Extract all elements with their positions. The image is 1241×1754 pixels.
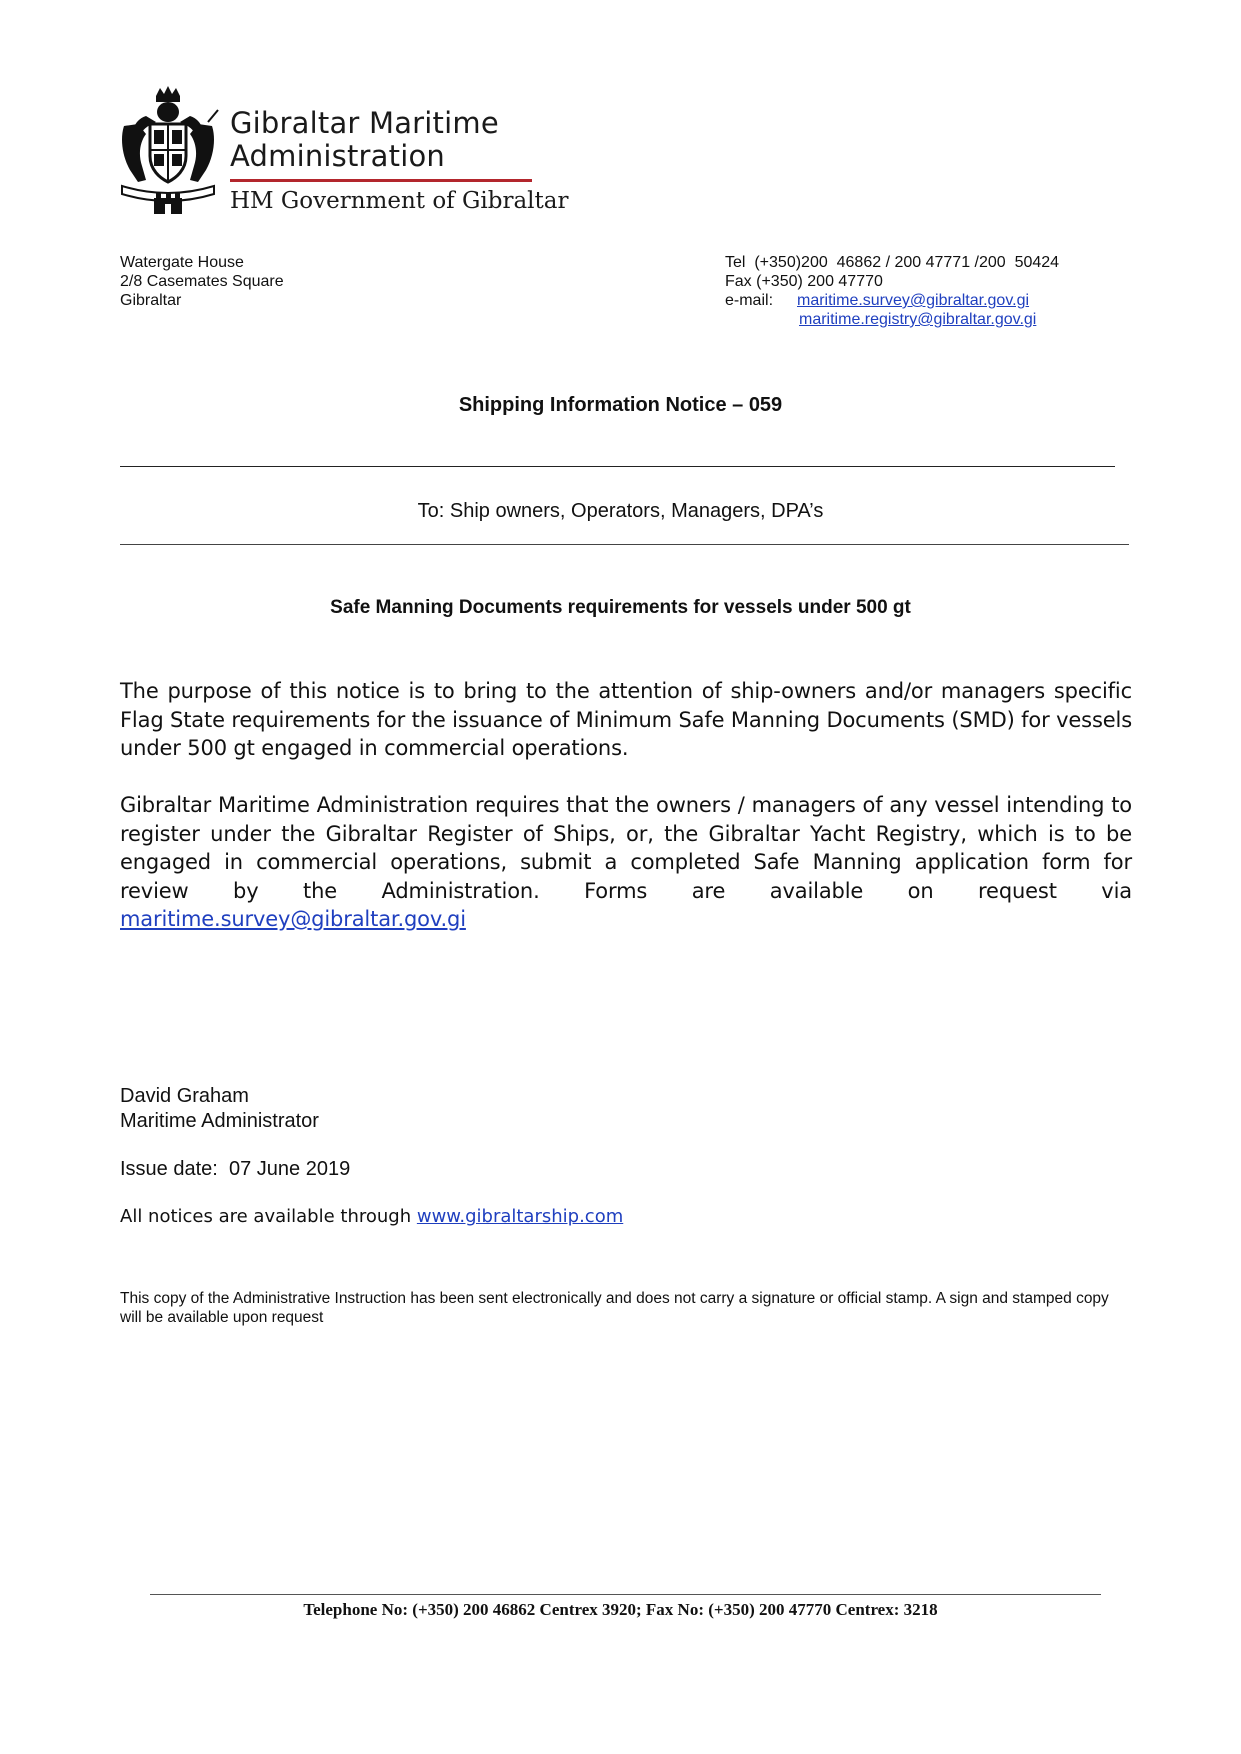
notice-title: Shipping Information Notice – 059	[458, 394, 783, 416]
fax-row	[725, 272, 1059, 291]
org-subtitle: HM Government of Gibraltar	[230, 188, 569, 214]
fax-value: (+350) 200 47770	[756, 273, 883, 290]
contact-details	[725, 253, 1059, 329]
divider-line	[120, 544, 1129, 545]
recipients-line: To: Ship owners, Operators, Managers, DPA’s	[417, 500, 824, 522]
email-row	[725, 291, 1059, 310]
body-paragraph-2	[120, 791, 1132, 934]
email-row-2	[725, 310, 1059, 329]
address-line-3: Gibraltar	[120, 292, 182, 309]
notices-availability	[120, 1206, 623, 1227]
email-registry-link[interactable]: maritime.registry@gibraltar.gov.gi	[799, 311, 1037, 328]
notices-text: All notices are available through	[120, 1206, 412, 1227]
tel-label: Tel	[725, 254, 746, 271]
website-link[interactable]: www.gibraltarship.com	[416, 1206, 624, 1227]
header-divider	[230, 179, 532, 182]
email-label: e-mail:	[725, 292, 774, 309]
body-paragraph-2-text: Gibraltar Maritime Administration requires that the owners / managers of any vessel intending to register under the Gibraltar Register of Ships, or, the Gibraltar Yacht Registry, which is to be engaged in commercial operations, submit a completed Safe Manning application form for review by the Administration. Forms are available on request via	[120, 793, 1132, 903]
notice-subject: Safe Manning Documents requirements for vessels under 500 gt	[330, 597, 911, 618]
email-survey-link[interactable]: maritime.survey@gibraltar.gov.gi	[797, 292, 1030, 309]
telephone-row	[725, 253, 1059, 272]
org-name-line-2: Administration	[230, 139, 446, 173]
signatory-title: Maritime Administrator	[120, 1110, 319, 1132]
divider-line	[120, 466, 1115, 467]
address-line-1: Watergate House	[120, 254, 244, 271]
issue-date	[120, 1158, 350, 1181]
postal-address	[120, 253, 284, 310]
coat-of-arms-icon	[116, 86, 220, 218]
disclaimer: This copy of the Administrative Instruction has been sent electronically and does not carry a signature or official stamp. A sign and stamped copy will be available upon request	[120, 1290, 1109, 1326]
issue-date-label: Issue date:	[120, 1158, 218, 1180]
fax-label: Fax	[725, 273, 752, 290]
org-name-line-1: Gibraltar Maritime	[230, 106, 499, 140]
body-paragraph-1: The purpose of this notice is to bring to the attention of ship-owners and/or managers specific Flag State requirements for the issuance of Minimum Safe Manning Documents (SMD) for vessels under 500 gt engaged in commercial operations.	[120, 679, 1132, 760]
footer-divider	[150, 1594, 1101, 1595]
signatory-name: David Graham	[120, 1085, 249, 1107]
issue-date-value: 07 June 2019	[228, 1158, 351, 1180]
survey-email-link[interactable]: maritime.survey@gibraltar.gov.gi	[120, 907, 466, 931]
address-line-2: 2/8 Casemates Square	[120, 273, 284, 290]
footer-contact: Telephone No: (+350) 200 46862 Centrex 3920; Fax No: (+350) 200 47770 Centrex: 3218	[303, 1600, 938, 1619]
tel-value: (+350)200 46862 / 200 47771 /200 50424	[754, 254, 1060, 271]
